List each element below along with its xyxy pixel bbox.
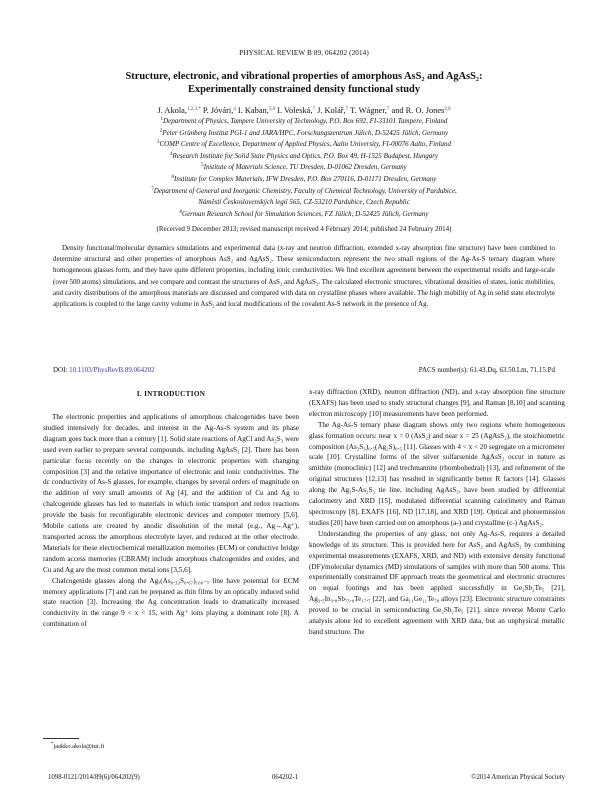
author: J. Akola, <box>157 106 187 115</box>
corresponding-email[interactable]: jaakko.akola@tut.fi <box>53 743 105 750</box>
footnote-divider <box>43 738 79 739</box>
author: J. Kolář, <box>314 106 346 115</box>
affiliation: $^7$Department of General and Inorganic Chemistry, Faculty of Chemical Technology, University of Pardubice, <box>151 186 457 195</box>
pacs-numbers: PACS number(s): 61.43.Dq, 63.50.Lm, 71.15.Pd <box>418 366 555 374</box>
footer-page-number: 064202-1 <box>272 774 299 781</box>
author-affiliation-link[interactable]: 4 <box>233 107 236 112</box>
author-affiliation-link[interactable]: 2,8 <box>444 107 451 112</box>
paragraph: The electronic properties and applications of amorphous chalcogenides have been studied intensively for decades, and interest in the Ag-As-S system and its phase diagram goes back more than a century [1]. Solid state reactions of AgCl and As₂S₃ were used even earlier to prepare several compounds, including AgAsS₂ [2]. There has been particular focus recently on the changes in electronic properties with changing composition [3] and the relative importance of electronic and ionic conductivities. The dc conductivity of As-S glasses, for example, changes by several orders of magnitude on the addition of very small amounts of Ag [4], and the addition of Cu and Ag to chalcogenide glasses has led to materials in which ionic transport and redox reactions provide the basis for reconfigurable electronic devices and computer memory [5,6]. Mobile cations are created by anodic dissolution of the metal (e.g., Ag→Ag⁺), transported across the amorphous electrolyte layer, and reduced at the other electrode. Materials for these electrochemical metallization memories (ECM) or conductive bridge random access memories (CBRAM) include amorphous chalcogenides and oxides, and Cu and Ag are the most common metal ions [3,5,6]. <box>43 413 299 574</box>
affiliation-list <box>0 115 608 219</box>
author-affiliation-link[interactable]: 7 <box>386 107 390 112</box>
affiliation: $^2$Peter Grünberg Institut PGI-1 and JARA/HPC, Forschungszentrum Jülich, D-52425 Jülich, Germany <box>159 128 449 137</box>
right-column <box>309 387 565 638</box>
title-line-1: Structure, electronic, and vibrational properties of amorphous AsS₂ and AgAsS₂: <box>125 71 483 82</box>
author-affiliation-link[interactable]: 7 <box>312 107 315 112</box>
abstract: Density functional/molecular dynamics simulations and experimental data (x-ray and neutron diffraction, extended x-ray absorption fine structure) have been combined to determine structural and other properties of amorphous AsS₂ and AgAsS₂. These semiconductors represent the two small regions of the Ag-As-S ternary diagram where homogeneous glasses form, and they have quite different properties, including ionic conductivities. We find excellent agreement between the experimental results and large-scale (over 500 atoms) simulations, and we compare and contrast the structures of AsS₂ and AgAsS₂. The calculated electronic structures, vibrational densities of states, ionic mobilities, and cavity distributions of the amorphous materials are discussed and compared with data on crystalline phases where available. The high mobility of Ag in solid state electrolyte applications is coupled to the large cavity volume in AsS₂ and local modifications of the covalent As-S network in the presence of Ag. <box>53 244 555 309</box>
paragraph: The Ag-As-S ternary phase diagram shows only two regions where homogeneous glass formation occurs: near x = 0 (AsS₂) and near x = 25 (AgAsS₂), the stoichiometric composition (As₂S₃)₀.₅(Ag₂S)₀.₅ [11]. Glasses with 4 < x < 20 segregate on a micrometer scale [10]. Crystalline forms of the silver sulfarsenide AgAsS₂ occur in nature as smithite (monoclinic) [12] and trechmannite (rhombohedral) [13], and refinement of the original structures [12,13] has resulted in significantly better R factors [14]. Glasses along the Ag₂S-As₂S₃ tie line, including AgAsS₂, have been studied by differential calorimetry and XRD [15], modulated differential scanning calorimetry and Raman spectroscopy [8], EXAFS [16], ND [17,18], and XRD [19]. Optical and photoemission studies [20] have been carried out on amorphous (a-) and crystalline (c-) AgAsS₂. <box>309 420 565 527</box>
paragraph: x-ray diffraction (XRD), neutron diffraction (ND), and x-ray absorption fine structure (EXAFS) has been used to study structural changes [9], and Raman [8,10] and scanning electron microscopy [10] measurements have been performed. <box>309 388 565 418</box>
paper-title <box>0 70 608 96</box>
left-column <box>43 412 299 630</box>
footer-issn: 1098-0121/2014/89(6)/064202(9) <box>48 774 140 781</box>
doi-pacs-line <box>53 366 555 374</box>
affiliation: $^3$COMP Centre of Excellence, Department of Applied Physics, Aalto University, FI-00076 Aalto, Finland <box>156 140 452 149</box>
title-line-2: Experimentally constrained density functional study <box>187 84 421 95</box>
footnote-marker: * <box>51 742 54 747</box>
affiliation: $^6$Institute for Complex Materials, IFW Dresden, P.O. Box 270116, D-01171 Dresden, Germany <box>171 174 437 183</box>
received-dates: (Received 9 December 2013; revised manuscript received 4 February 2014; published 24 February 2014) <box>156 225 452 233</box>
author: T. Wágner, <box>348 106 387 115</box>
author-affiliation-link[interactable]: 5,6 <box>268 107 276 112</box>
paragraph: Understanding the properties of any glass, not only Ag-As-S, requires a detailed knowledge of its structure. This is provided here for AsS₂ and AgAsS₂ by combining experimental measurements (EXAFS, XRD, and ND) with extensive density functional (DF)/molecular dynamics (MD) simulations of samples with more than 500 atoms. This experimentally constrained DF approach treats the geometrical and electronic structures on equal footings and has been applied successfully in Ge₂Sb₂Te₅ [21], Ag₃.₅In₃.₈Sb₇₅.₀Te₁₇.₇ [22], and Ga₁₁Ge₁₁Te₇₈ alloys [23]. Electronic structure constraints proved to be crucial in semiconducting Ge₂Sb₂Te₅ [21], since reverse Monte Carlo analysis alone led to excellent agreement with XRD data, but an unphysical metallic band structure. The <box>309 529 565 636</box>
author-affiliation-link[interactable]: 7 <box>345 107 349 112</box>
affiliation: $^1$Department of Physics, Tampere University of Technology, P.O. Box 692, FI-33101 Tampere, Finland <box>160 117 448 125</box>
affiliation: $^8$German Research School for Simulation Sciences, FZ Jülich, D-52425 Jülich, Germany <box>179 209 429 218</box>
affiliation: $^4$Research Institute for Solid State Physics and Optics, P.O. Box 49, H-1525 Budapest, Hungary <box>169 151 439 160</box>
author: and R. O. Jones <box>389 106 445 115</box>
footnote <box>51 742 104 750</box>
author-affiliation-link[interactable]: 1,2,3,* <box>186 107 201 112</box>
doi-link[interactable]: 10.1103/PhysRevB.89.064202 <box>69 366 155 374</box>
footer-copyright: ©2014 American Physical Society <box>471 774 565 781</box>
author: I. Voleská, <box>275 106 313 115</box>
running-head: PHYSICAL REVIEW B 89, 064202 (2014) <box>239 49 369 57</box>
author: P. Jóvári, <box>200 106 234 115</box>
affiliation: $^5$Institute of Materials Science, TU Dresden, D-01062 Dresden, Germany <box>201 163 407 172</box>
section-heading: I. INTRODUCTION <box>136 390 206 398</box>
author: I. Kaban, <box>235 106 269 115</box>
paragraph: Chalcogenide glasses along the Agₓ(As₀.₃₃S₀.₆₇)₁₀₀₋ₓ line have potential for ECM memory applications [7] and can be prepared as thin films by an optically induced solid state reaction [3]. Increasing the Ag concentration leads to dramatically increased conductivity in the range 9 < x < 15, with Ag⁺ ions playing a dominant role [8]. A combination of <box>43 576 299 629</box>
affiliation: Náměstí Československých legií 565, CZ-53210 Pardubice, Czech Republic <box>198 198 410 207</box>
doi-label: DOI: <box>53 366 70 374</box>
